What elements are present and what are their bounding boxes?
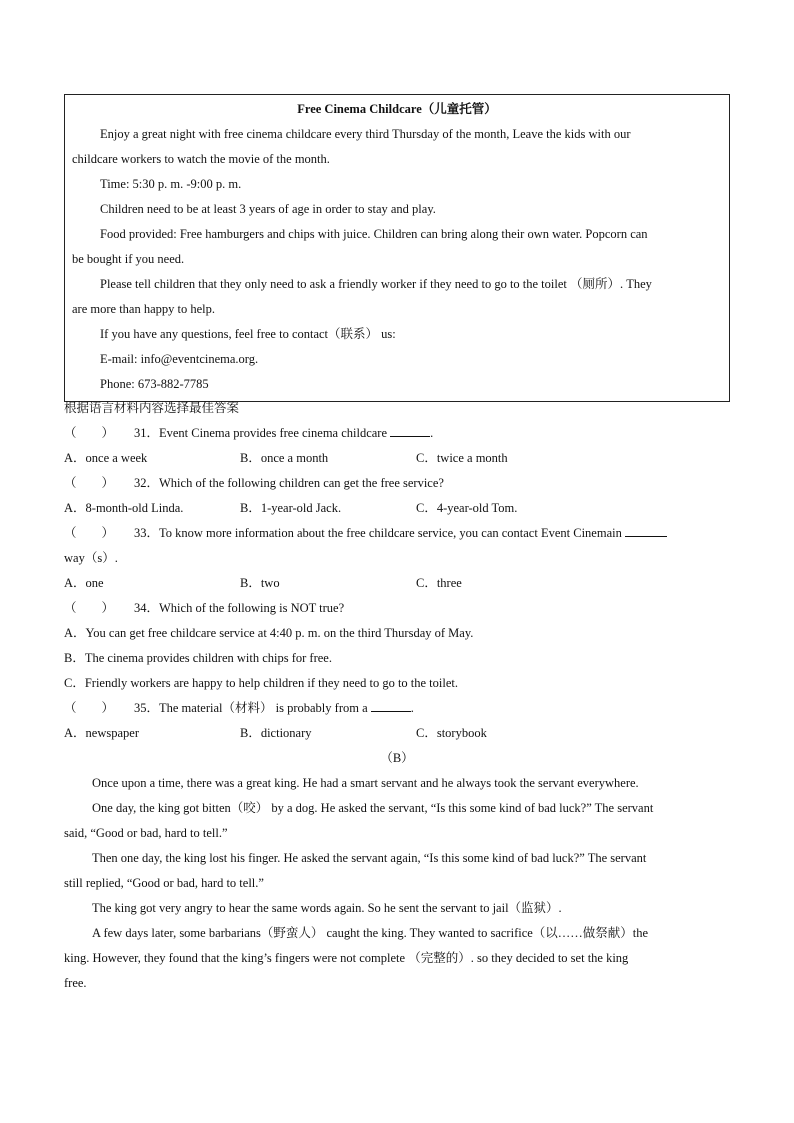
notice-phone: Phone: 673-882-7785 <box>100 377 209 391</box>
notice-paragraph-cont: childcare workers to watch the movie of the month. <box>72 152 330 166</box>
notice-contact: If you have any questions, feel free to contact（联系） us: <box>100 327 396 341</box>
question-35 <box>64 696 730 721</box>
section-b-heading: （B） <box>380 751 414 765</box>
answer-blank <box>625 522 667 537</box>
answer-paren: （ ） <box>64 476 115 490</box>
option-a: A．once a week <box>64 451 148 465</box>
option-b: B．dictionary <box>240 726 312 740</box>
option-c: C．Friendly workers are happy to help children if they need to go to the toilet. <box>64 676 459 690</box>
notice-food: Food provided: Free hamburgers and chips with juice. Children can bring along their own water. Popcorn can <box>100 227 648 241</box>
options-32 <box>64 496 730 521</box>
instruction: 根据语言材料内容选择最佳答案 <box>64 401 240 415</box>
notice-age: Children need to be at least 3 years of age in order to stay and play. <box>100 202 436 216</box>
notice-email: E-mail: info@eventcinema.org. <box>100 352 259 366</box>
option-a: A．one <box>64 576 104 590</box>
question-end: . <box>410 701 414 715</box>
questions-area <box>64 396 730 996</box>
notice-food-cont: be bought if you need. <box>72 252 185 266</box>
notice-time: Time: 5:30 p. m. -9:00 p. m. <box>100 177 242 191</box>
story-paragraph-2-cont: said, “Good or bad, hard to tell.” <box>64 826 228 840</box>
option-a: A．8-month-old Linda. <box>64 501 184 515</box>
options-31 <box>64 446 730 471</box>
option-a: A．newspaper <box>64 726 139 740</box>
option-b: B．two <box>240 576 280 590</box>
options-33 <box>64 571 730 596</box>
answer-paren: （ ） <box>64 701 115 715</box>
story-paragraph-5-end: free. <box>64 976 87 990</box>
question-text: 33．To know more information about the free childcare service, you can contact Event Cinemain <box>134 526 625 540</box>
option-c: C．storybook <box>416 726 487 740</box>
notice-title: Free Cinema Childcare（儿童托管） <box>297 102 497 116</box>
story-paragraph-5: A few days later, some barbarians（野蛮人） caught the king. They wanted to sacrifice（以……做祭献）the <box>92 926 649 940</box>
story-paragraph-5-cont: king. However, they found that the king’s fingers were not complete （完整的）. so they decided to set the king <box>64 951 629 965</box>
option-c: C．three <box>416 576 462 590</box>
question-text: 31．Event Cinema provides free cinema childcare <box>134 426 391 440</box>
option-b: B．once a month <box>240 451 329 465</box>
story-paragraph-2: One day, the king got bitten（咬） by a dog. He asked the servant, “Is this some kind of bad luck?” The servant <box>92 801 654 815</box>
notice-toilet: Please tell children that they only need to ask a friendly worker if they need to go to the toilet （厕所）. They <box>100 277 652 291</box>
option-b: B．The cinema provides children with chips for free. <box>64 651 332 665</box>
answer-blank <box>390 422 430 437</box>
story-paragraph-3-cont: still replied, “Good or bad, hard to tell.” <box>64 876 264 890</box>
question-31 <box>64 421 730 446</box>
notice-toilet-cont: are more than happy to help. <box>72 302 216 316</box>
question-end: . <box>430 426 434 440</box>
notice-box <box>64 94 730 402</box>
question-32 <box>64 471 730 496</box>
answer-paren: （ ） <box>64 526 115 540</box>
question-34 <box>64 596 730 621</box>
question-text: 32．Which of the following children can get the free service? <box>134 476 444 490</box>
answer-paren: （ ） <box>64 426 115 440</box>
notice-paragraph: Enjoy a great night with free cinema childcare every third Thursday of the month, Leave the kids with our <box>100 127 631 141</box>
question-33-cont: way（s）. <box>64 551 118 565</box>
answer-blank <box>371 697 411 712</box>
story-paragraph-3: Then one day, the king lost his finger. He asked the servant again, “Is this some kind of bad luck?” The servant <box>92 851 647 865</box>
option-c: C．twice a month <box>416 451 508 465</box>
answer-paren: （ ） <box>64 601 115 615</box>
question-33 <box>64 521 730 546</box>
story-paragraph-1: Once upon a time, there was a great king. He had a smart servant and he always took the servant everywhere. <box>92 776 639 790</box>
option-a: A．You can get free childcare service at 4:40 p. m. on the third Thursday of May. <box>64 626 474 640</box>
option-b: B．1-year-old Jack. <box>240 501 342 515</box>
question-text: 35．The material（材料） is probably from a <box>134 701 371 715</box>
options-35 <box>64 721 730 746</box>
option-c: C．4-year-old Tom. <box>416 501 518 515</box>
question-text: 34．Which of the following is NOT true? <box>134 601 345 615</box>
story-paragraph-4: The king got very angry to hear the same words again. So he sent the servant to jail（监狱）. <box>92 901 562 915</box>
